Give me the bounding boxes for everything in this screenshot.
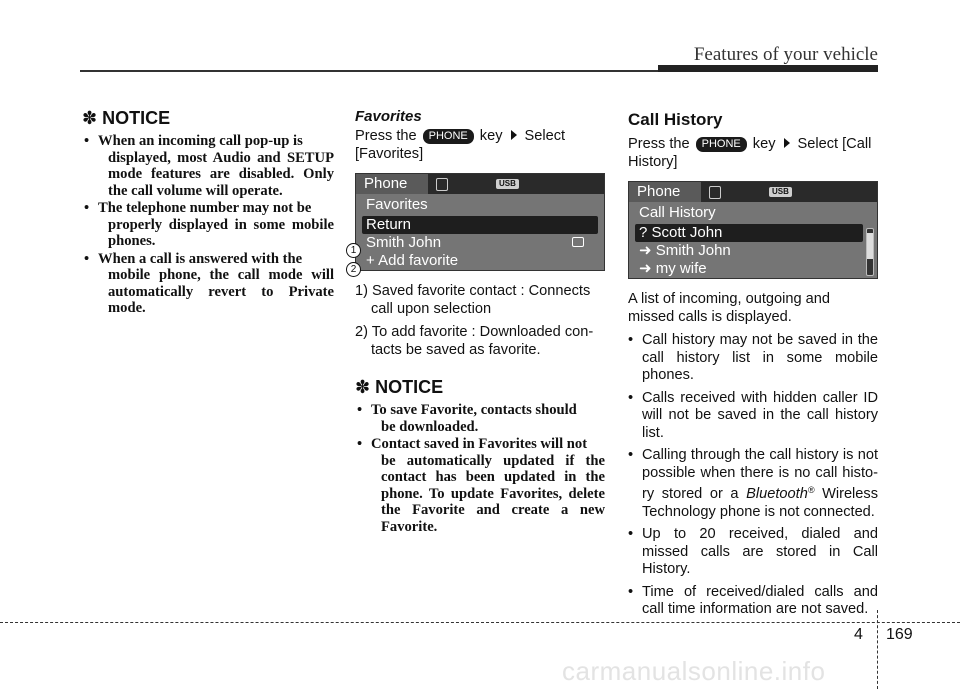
screen-row-contact: Smith John	[362, 234, 598, 252]
screen-row-missed: ? Scott John	[635, 224, 863, 242]
usb-badge: USB	[769, 187, 792, 197]
call-history-description: A list of incoming, outgoing and missed calls is displayed.	[628, 291, 831, 325]
footer-divider	[0, 622, 960, 623]
bluetooth-icon	[709, 186, 721, 199]
call-history-list	[628, 332, 878, 619]
phone-key-badge: PHONE	[423, 129, 474, 144]
bluetooth-icon	[436, 178, 448, 191]
screen-row-outgoing: ➜ my wife	[639, 260, 707, 277]
screen-header-row: Favorites	[366, 196, 428, 213]
arrow-right-icon	[511, 130, 517, 140]
notice-item: • When a call is answered with the mobile phone, the call mode will automatically revert to Private mode.	[82, 251, 334, 317]
watermark: carmanualsonline.info	[562, 656, 826, 686]
column-call-history	[628, 108, 878, 624]
header-title: Features of your vehicle	[693, 44, 878, 65]
column-notice	[82, 108, 334, 318]
notice-list	[82, 133, 334, 317]
usb-badge: USB	[496, 179, 519, 189]
notice-item: • The telephone number may not be properly displayed in some mobile phones.	[82, 200, 334, 250]
header-rule-thick	[658, 65, 878, 72]
favorites-title: Favorites	[355, 108, 422, 125]
chapter-number: 4	[854, 626, 863, 643]
chat-icon	[572, 237, 584, 247]
bullet-item: • Up to 20 received, dialed and missed calls are stored in Call History.	[628, 526, 878, 579]
callout-1: 1	[346, 243, 361, 258]
call-history-title: Call History	[628, 110, 723, 129]
footer-vertical-divider	[877, 610, 878, 689]
notice-list	[355, 402, 605, 535]
screen-row-add: + Add favorite	[366, 252, 459, 269]
scrollbar	[866, 228, 874, 276]
call-history-intro: Press the PHONE key Select [Call History]	[628, 136, 872, 170]
screen-row-return: Return	[362, 216, 598, 234]
bullet-item: • Calling through the call history is not possible when there is no call histo- ry stored or a Bluetooth® Wireless Technology phone is not connected.	[628, 447, 878, 521]
callout-2: 2	[346, 262, 361, 277]
favorites-numbered-list	[355, 283, 605, 359]
bullet-item: • Calls received with hidden caller ID will not be saved in the call history list.	[628, 390, 878, 443]
bullet-item: • Time of received/dialed calls and call time information are not saved.	[628, 584, 878, 619]
notice-item: • To save Favorite, contacts should be downloaded.	[355, 402, 605, 435]
phone-key-badge: PHONE	[696, 137, 747, 152]
screen-header-row: Call History	[639, 204, 716, 221]
call-history-screen	[628, 181, 878, 279]
page-number: 169	[886, 626, 913, 643]
arrow-right-icon	[784, 138, 790, 148]
numbered-item: 2) To add favorite : Downloaded con- tacts be saved as favorite.	[355, 324, 594, 358]
column-favorites	[350, 108, 605, 536]
screen-tab-phone: Phone	[629, 182, 701, 202]
screen-row-outgoing: ➜ Smith John	[639, 242, 731, 259]
notice-title: ✽ NOTICE	[355, 377, 444, 397]
favorites-screen	[355, 173, 605, 271]
numbered-item: 1) Saved favorite contact : Connects call upon selection	[355, 283, 591, 317]
notice-item: • Contact saved in Favorites will not be automatically updated if the contact has been updated in the phone. To update Favorites, delete the Favorite and create a new Favorite.	[355, 436, 605, 535]
notice-title: ✽ NOTICE	[82, 108, 171, 128]
notice-item: • When an incoming call pop-up is displayed, most Audio and SETUP mode features are disabled. Only the call volume will operate.	[82, 133, 334, 199]
screen-tab-phone: Phone	[356, 174, 428, 194]
bullet-item: • Call history may not be saved in the call history list in some mobile phones.	[628, 332, 878, 385]
favorites-intro: Press the PHONE key Select [Favorites]	[355, 128, 566, 162]
